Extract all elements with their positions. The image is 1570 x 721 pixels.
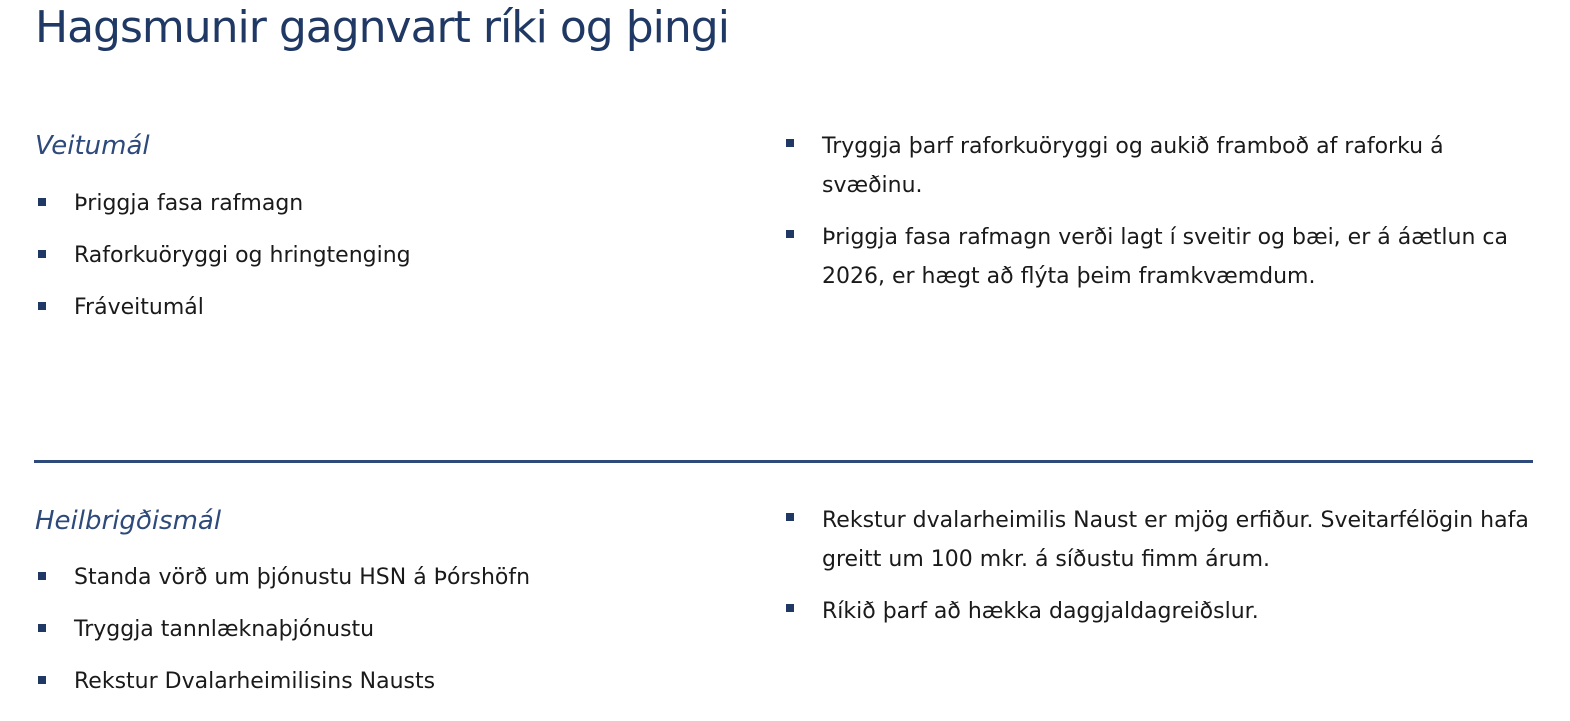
list-item-text: Ríkið þarf að hækka daggjaldagreiðslur. <box>822 599 1259 624</box>
list-item-text: Rekstur dvalarheimilis Naust er mjög erfiður. Sveitarfélögin hafa greitt um 100 mkr. á síðustu fimm árum. <box>822 508 1529 572</box>
list-item <box>35 293 411 345</box>
square-bullet-icon <box>38 624 46 632</box>
square-bullet-icon <box>38 572 46 580</box>
square-bullet-icon <box>38 302 46 310</box>
square-bullet-icon <box>38 198 46 206</box>
list-item <box>783 501 1535 579</box>
list-item <box>35 563 530 615</box>
square-bullet-icon <box>786 513 794 521</box>
list-item <box>35 241 411 293</box>
list-item <box>783 127 1535 205</box>
list-item-text: Raforkuöryggi og hringtenging <box>74 243 411 268</box>
square-bullet-icon <box>38 250 46 258</box>
square-bullet-icon <box>38 676 46 684</box>
list-item-text: Fráveitumál <box>74 295 204 320</box>
heilbrigdismal-detail-list <box>783 501 1535 644</box>
list-item-text: Standa vörð um þjónustu HSN á Þórshöfn <box>74 565 531 590</box>
list-item <box>783 218 1535 296</box>
list-item <box>35 189 411 241</box>
section-heading-heilbrigdismal: Heilbrigðismál <box>35 506 222 536</box>
veitumal-topic-list <box>35 189 411 345</box>
page-title: Hagsmunir gagnvart ríki og þingi <box>35 2 729 53</box>
list-item-text: Rekstur Dvalarheimilisins Nausts <box>74 669 436 694</box>
square-bullet-icon <box>786 604 794 612</box>
list-item <box>783 592 1535 631</box>
list-item <box>35 667 530 719</box>
square-bullet-icon <box>786 230 794 238</box>
list-item-text: Tryggja þarf raforkuöryggi og aukið framboð af raforku á svæðinu. <box>822 134 1444 198</box>
list-item-text: Þriggja fasa rafmagn verði lagt í sveitir og bæi, er á áætlun ca 2026, er hægt að flýta þeim framkvæmdum. <box>822 225 1508 289</box>
list-item-text: Þriggja fasa rafmagn <box>74 191 304 216</box>
list-item <box>35 615 530 667</box>
section-heading-veitumal: Veitumál <box>35 131 150 161</box>
square-bullet-icon <box>786 139 794 147</box>
list-item-text: Tryggja tannlæknaþjónustu <box>74 617 375 642</box>
veitumal-detail-list <box>783 127 1535 309</box>
section-divider <box>34 460 1533 463</box>
heilbrigdismal-topic-list <box>35 563 530 719</box>
